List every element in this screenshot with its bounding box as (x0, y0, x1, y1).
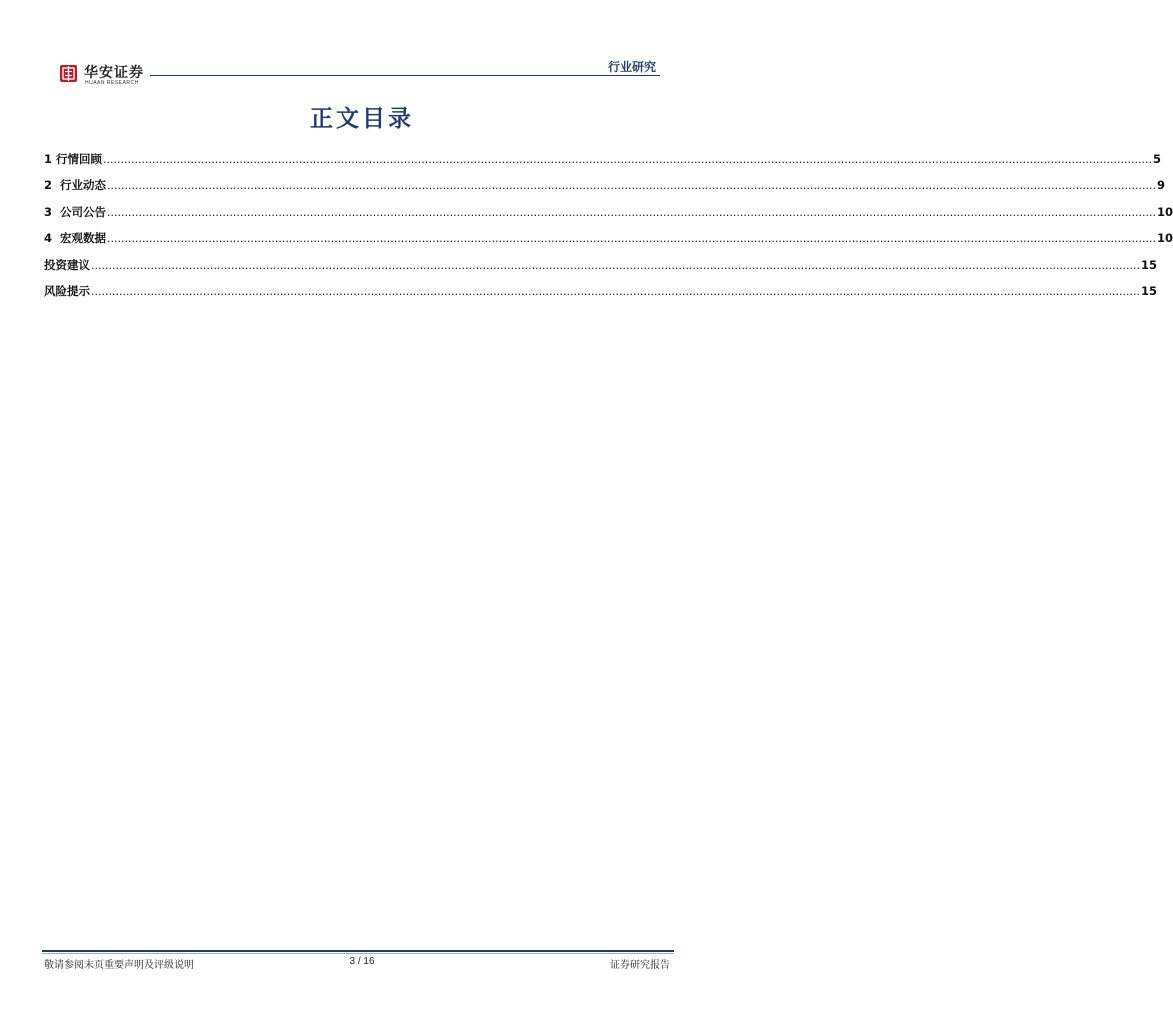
toc-entry[interactable] (44, 204, 1173, 230)
toc-entry[interactable] (44, 257, 1157, 283)
toc-entry-label: 2 行业动态 (44, 178, 107, 193)
toc-entry[interactable] (44, 177, 1166, 203)
table-of-contents (44, 151, 1173, 309)
toc-entry-label: 1 行情回顾 (44, 152, 103, 166)
toc-entry-page: 15 (1140, 283, 1157, 298)
toc-entry-page: 10 (1157, 231, 1173, 246)
toc-leader-dots: ............................................................................................................................................................................................................................................................................................................ (107, 205, 1156, 219)
page-header (58, 56, 662, 90)
toc-entry-page: 9 (1157, 178, 1166, 193)
toc-leader-dots: ............................................................................................................................................................................................................................................................................................................ (103, 153, 1152, 166)
toc-entry-page: 5 (1153, 152, 1162, 166)
header-divider (150, 75, 660, 76)
toc-entry-label: 4 宏观数据 (44, 231, 107, 246)
toc-entry[interactable] (44, 151, 1162, 177)
toc-entry-page: 10 (1157, 204, 1173, 219)
footer-disclaimer: 敬请参阅末页重要声明及评级说明 (44, 960, 194, 971)
page-title: 正文目录 (310, 106, 414, 132)
toc-entry[interactable] (44, 230, 1173, 256)
page-number: 3 / 16 (349, 956, 375, 967)
footer-divider-thin (42, 953, 674, 954)
toc-entry-label: 3 公司公告 (44, 204, 107, 219)
logo-name-en: HUAAN RESEARCH (85, 80, 139, 86)
logo-name-cn: 华安证券 (84, 65, 144, 81)
toc-leader-dots: ............................................................................................................................................................................................................................................................................................................ (107, 179, 1156, 193)
toc-entry-page: 15 (1140, 257, 1157, 272)
toc-entry[interactable] (44, 283, 1157, 309)
footer-doc-type: 证券研究报告 (610, 960, 670, 971)
footer-divider (42, 950, 674, 952)
report-section-label: 行业研究 (607, 60, 656, 74)
toc-entry-label: 风险提示 (44, 283, 90, 298)
toc-leader-dots: ............................................................................................................................................................................................................................................................................................................ (107, 232, 1156, 246)
company-logo-icon (60, 65, 77, 82)
toc-leader-dots: ............................................................................................................................................................................................................................................................................................................ (91, 284, 1140, 298)
toc-entry-label: 投资建议 (44, 257, 90, 272)
toc-leader-dots: ............................................................................................................................................................................................................................................................................................................ (91, 258, 1140, 272)
